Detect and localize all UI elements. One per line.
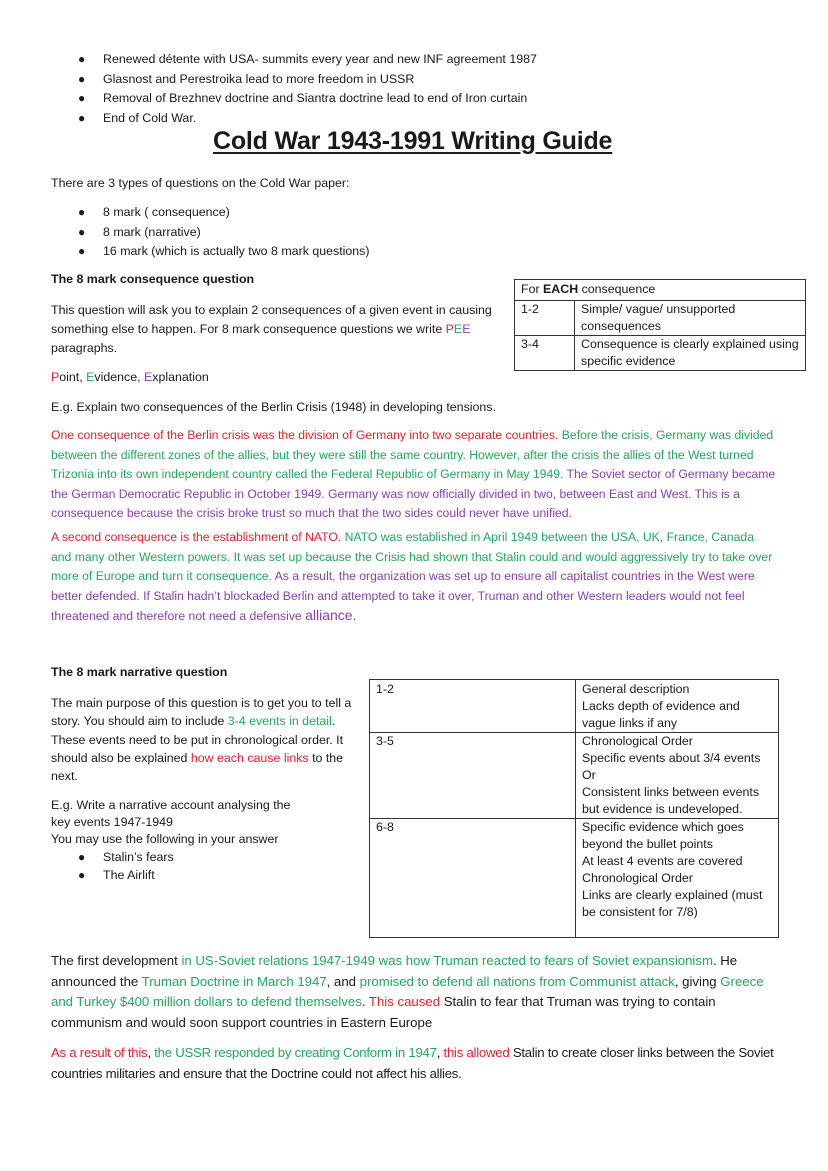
table-row <box>370 680 779 733</box>
bullet-icon: ● <box>78 52 86 66</box>
marks-cell: 1-2 <box>515 301 575 336</box>
explanation-text: The Soviet sector of Germany became the German Democratic Republic in October 1949. Germany was now officially divided in two, between East and West. This is a consequence because the crisis broke trust so much that the two sides could never have unified. <box>51 467 776 520</box>
point-text: A second consequence is the establishment of NATO. <box>51 530 342 544</box>
narrative-answer-1: The first development in US-Soviet relations 1947-1949 was how Truman reacted to fears of Soviet expansionism. He announced the Truman Doctrine in March 1947, and promised to defend all nations from Communist attack, giving Greece and Turkey $400 million dollars to defend themselves. This caused Stalin to fear that Truman was trying to contain communism and would soon support countries in Eastern Europe <box>51 953 764 1030</box>
pee-e1: E <box>453 322 463 336</box>
list-item: ● Stalin’s fears <box>78 850 174 864</box>
list-item: ● 16 mark (which is actually two 8 mark questions) <box>53 242 553 262</box>
bullet-icon: ● <box>78 71 86 86</box>
consequence-answer-2 <box>51 528 776 627</box>
pee-legend: Point, Evidence, Explanation <box>51 370 209 384</box>
list-item: ● 8 mark ( consequence) <box>53 203 553 223</box>
pee-e2: E <box>462 322 471 336</box>
list-item: ● 8 mark (narrative) <box>53 223 553 243</box>
bullet-icon: ● <box>78 205 86 219</box>
consequence-heading: The 8 mark consequence question <box>51 272 255 286</box>
narrative-answer-2: As a result of this, the USSR responded by creating Conform in 1947, this allowed Stalin to create closer links between the Soviet countries militaries and ensure that the Doctrine could not affect his allies. <box>51 1045 774 1081</box>
narrative-example-bullets <box>53 848 353 884</box>
narrative-description: The main purpose of this question is to get you to tell a story. You should aim to include 3-4 events in detail. These events need to be put in chronological order. It should also be explained how each cause links to the next. <box>51 696 352 784</box>
table-header-cell: For EACH consequence <box>515 280 806 301</box>
question-types-list <box>53 203 553 262</box>
list-item: ● Renewed détente with USA- summits every year and new INF agreement 1987 <box>53 50 753 70</box>
bullet-icon: ● <box>78 91 86 105</box>
descriptor-cell: Chronological Order Specific events about 3/4 events Or Consistent links between events but evidence is undeveloped. <box>576 733 779 819</box>
page-title: Cold War 1943-1991 Writing Guide <box>213 127 613 155</box>
bullet-icon: ● <box>78 110 86 125</box>
descriptor-cell: Simple/ vague/ unsupported consequences <box>575 301 806 336</box>
evidence-text: Before the crisis, Germany was divided between the different zones of the allies, but they were still the same country. However, after the crisis the allies of the West turned Trizonia into its own independent country called the Federal Republic of Germany in May 1949. <box>51 428 774 481</box>
bullet-icon: ● <box>78 224 86 239</box>
bullet-icon: ● <box>78 850 86 864</box>
narrative-example-prompt: You may use the following in your answer <box>51 832 279 846</box>
table-row <box>370 819 779 938</box>
descriptor-cell: General description Lacks depth of evidence and vague links if any <box>576 680 779 733</box>
list-item: ● The Airlift <box>78 868 155 882</box>
narrative-mark-table <box>369 679 779 938</box>
consequence-answer-1 <box>51 426 776 524</box>
marks-cell: 1-2 <box>370 680 576 733</box>
consequence-example-question: E.g. Explain two consequences of the Berlin Crisis (1948) in developing tensions. <box>51 400 496 414</box>
explanation-text: As a result, the organization was set up to ensure all capitalist countries in the West were better defended. If Stalin hadn’t blockaded Berlin and attempted to take it over, Truman and other Western leaders would not feel threatened and therefore not need a defensive <box>51 569 755 623</box>
bullet-icon: ● <box>78 244 86 258</box>
table-row <box>515 336 806 371</box>
table-row <box>515 301 806 336</box>
list-item: ● Glasnost and Perestroika lead to more freedom in USSR <box>53 70 753 90</box>
narrative-heading: The 8 mark narrative question <box>51 665 228 679</box>
marks-cell: 6-8 <box>370 819 576 938</box>
list-item: ● End of Cold War. <box>53 109 753 129</box>
marks-cell: 3-5 <box>370 733 576 819</box>
marks-cell: 3-4 <box>515 336 575 371</box>
list-item: ● Removal of Brezhnev doctrine and Siantra doctrine lead to end of Iron curtain <box>53 89 753 109</box>
consequence-mark-table <box>514 279 806 371</box>
descriptor-cell: Consequence is clearly explained using specific evidence <box>575 336 806 371</box>
table-header-row <box>515 280 806 301</box>
explanation-last-word: alliance. <box>305 607 357 623</box>
descriptor-cell: Specific evidence which goes beyond the bullet points At least 4 events are covered Chronological Order Links are clearly explained (must be consistent for 7/8) <box>576 819 779 938</box>
bullet-icon: ● <box>78 868 86 882</box>
intro-text: There are 3 types of questions on the Cold War paper: <box>51 176 350 190</box>
narrative-example-question: E.g. Write a narrative account analysing the key events 1947-1949 <box>51 798 291 829</box>
pee-p: P <box>445 322 454 336</box>
evidence-text: NATO was established in April 1949 between the USA, UK, France, Canada and many other Western powers. It was set up because the Crisis had shown that Stalin could and would aggressively try to take over more of Europe and turn it consequence. <box>51 530 773 583</box>
point-text: One consequence of the Berlin crisis was the division of Germany into two separate countries. <box>51 428 559 442</box>
table-row <box>370 733 779 819</box>
consequence-description: This question will ask you to explain 2 consequences of a given event in causing something else to happen. For 8 mark consequence questions we write PEE paragraphs. <box>51 303 492 355</box>
top-bullet-list <box>53 50 753 128</box>
